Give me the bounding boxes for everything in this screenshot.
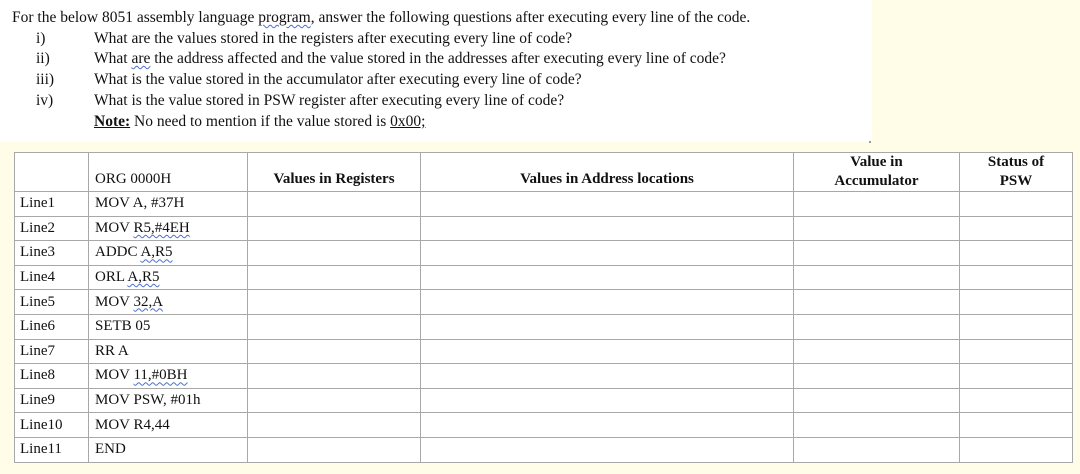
header-addresses: Values in Address locations	[421, 153, 794, 192]
line-label: Line8	[15, 364, 89, 389]
addresses-cell[interactable]	[421, 265, 794, 290]
addresses-cell[interactable]	[421, 216, 794, 241]
psw-cell[interactable]	[960, 364, 1073, 389]
psw-cell[interactable]	[960, 339, 1073, 364]
table-row	[15, 339, 1073, 364]
table-row	[15, 413, 1073, 438]
note-label: Note:	[94, 113, 131, 130]
code-cell: MOV 11,#0BH	[89, 364, 248, 389]
intro-after: , answer the following questions after executing every line of the code.	[310, 9, 751, 26]
addresses-cell[interactable]	[421, 314, 794, 339]
psw-cell[interactable]	[960, 413, 1073, 438]
header-accumulator	[794, 153, 960, 192]
question-rest: the address affected and the value stored in the addresses after executing every line of code?	[150, 50, 726, 67]
intro-text	[12, 9, 750, 27]
registers-cell[interactable]	[248, 413, 421, 438]
code-cell: SETB 05	[89, 314, 248, 339]
question-number: iv)	[36, 92, 54, 109]
question-text: What is the value stored in the accumulator after executing every line of code?	[94, 71, 582, 88]
accumulator-cell[interactable]	[794, 192, 960, 217]
accumulator-cell[interactable]	[794, 314, 960, 339]
accumulator-cell[interactable]	[794, 437, 960, 462]
line-label: Line4	[15, 265, 89, 290]
header-psw-line1: Status of	[987, 154, 1045, 170]
registers-cell[interactable]	[248, 388, 421, 413]
header-org: ORG 0000H	[89, 153, 248, 192]
table-row	[15, 265, 1073, 290]
code-cell: MOV A, #37H	[89, 192, 248, 217]
line-label: Line7	[15, 339, 89, 364]
question-number: i)	[36, 30, 46, 47]
addresses-cell[interactable]	[421, 290, 794, 315]
question-text: What is the value stored in PSW register after executing every line of code?	[94, 92, 565, 109]
question-text: What are the values stored in the registers after executing every line of code?	[94, 30, 573, 47]
registers-cell[interactable]	[248, 290, 421, 315]
accumulator-cell[interactable]	[794, 290, 960, 315]
addresses-cell[interactable]	[421, 437, 794, 462]
registers-cell[interactable]	[248, 437, 421, 462]
psw-cell[interactable]	[960, 241, 1073, 266]
code-cell: MOV 32,A	[89, 290, 248, 315]
accumulator-cell[interactable]	[794, 364, 960, 389]
code-table	[14, 152, 1073, 463]
header-psw	[960, 153, 1073, 192]
line-label: Line9	[15, 388, 89, 413]
psw-cell[interactable]	[960, 192, 1073, 217]
accumulator-cell[interactable]	[794, 413, 960, 438]
psw-cell[interactable]	[960, 290, 1073, 315]
question-underlined-word: are	[131, 50, 151, 67]
line-label: Line1	[15, 192, 89, 217]
question-text	[94, 50, 726, 68]
code-cell: MOV R4,44	[89, 413, 248, 438]
table-row	[15, 388, 1073, 413]
psw-cell[interactable]	[960, 216, 1073, 241]
header-psw-line2: PSW	[999, 173, 1033, 189]
addresses-cell[interactable]	[421, 192, 794, 217]
accumulator-cell[interactable]	[794, 265, 960, 290]
registers-cell[interactable]	[248, 216, 421, 241]
line-label: Line5	[15, 290, 89, 315]
table-row	[15, 290, 1073, 315]
question-number: iii)	[36, 71, 55, 88]
addresses-cell[interactable]	[421, 388, 794, 413]
line-label: Line2	[15, 216, 89, 241]
table-row	[15, 314, 1073, 339]
note	[94, 113, 425, 131]
stray-dot	[869, 141, 871, 143]
accumulator-cell[interactable]	[794, 241, 960, 266]
header-accumulator-line1: Value in	[850, 154, 903, 170]
line-label: Line3	[15, 241, 89, 266]
registers-cell[interactable]	[248, 339, 421, 364]
note-text: No need to mention if the value stored is	[130, 113, 391, 130]
header-registers: Values in Registers	[248, 153, 421, 192]
registers-cell[interactable]	[248, 364, 421, 389]
registers-cell[interactable]	[248, 241, 421, 266]
addresses-cell[interactable]	[421, 339, 794, 364]
table-row	[15, 364, 1073, 389]
table-row	[15, 437, 1073, 462]
registers-cell[interactable]	[248, 314, 421, 339]
intro-underlined-word: program	[258, 9, 311, 26]
question-box	[0, 0, 872, 142]
accumulator-cell[interactable]	[794, 339, 960, 364]
intro-before: For the below 8051 assembly language	[12, 9, 259, 26]
table-row	[15, 241, 1073, 266]
accumulator-cell[interactable]	[794, 388, 960, 413]
code-cell: ADDC A,R5	[89, 241, 248, 266]
code-cell: END	[89, 437, 248, 462]
header-line-blank	[15, 153, 89, 192]
code-cell: ORL A,R5	[89, 265, 248, 290]
addresses-cell[interactable]	[421, 241, 794, 266]
code-cell: MOV PSW, #01h	[89, 388, 248, 413]
registers-cell[interactable]	[248, 192, 421, 217]
code-cell: MOV R5,#4EH	[89, 216, 248, 241]
table-row	[15, 192, 1073, 217]
registers-cell[interactable]	[248, 265, 421, 290]
psw-cell[interactable]	[960, 388, 1073, 413]
addresses-cell[interactable]	[421, 413, 794, 438]
line-label: Line11	[15, 437, 89, 462]
accumulator-cell[interactable]	[794, 216, 960, 241]
question-number: ii)	[36, 50, 50, 67]
note-value: 0x00;	[390, 113, 426, 130]
code-cell: RR A	[89, 339, 248, 364]
line-label: Line10	[15, 413, 89, 438]
addresses-cell[interactable]	[421, 364, 794, 389]
line-label: Line6	[15, 314, 89, 339]
psw-cell[interactable]	[960, 437, 1073, 462]
psw-cell[interactable]	[960, 314, 1073, 339]
table-row	[15, 216, 1073, 241]
header-accumulator-line2: Accumulator	[834, 173, 919, 189]
question-pre: What	[94, 50, 132, 67]
table-header-row	[15, 153, 1073, 192]
psw-cell[interactable]	[960, 265, 1073, 290]
